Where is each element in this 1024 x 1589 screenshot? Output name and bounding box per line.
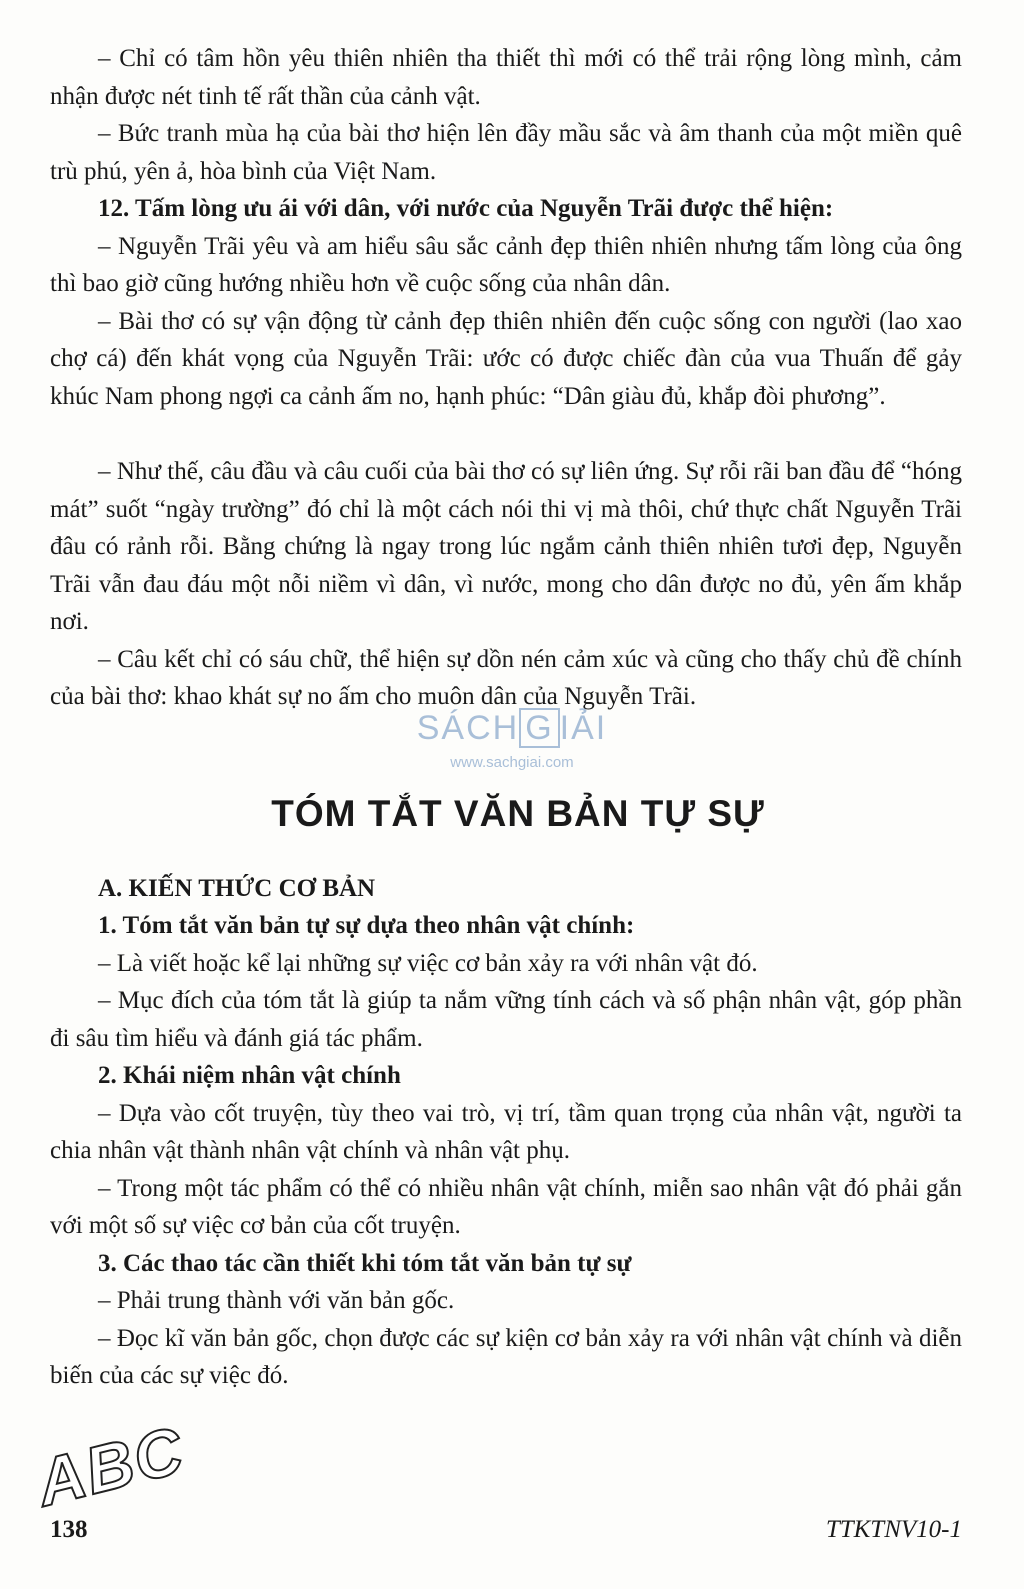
paragraph-poem-movement: – Bài thơ có sự vận động từ cảnh đẹp thiên nhiên đến cuộc sống con người (lao xao chợ cá) đến khát vọng của Nguyễn Trãi: ước có được chiếc đàn của vua Thuấn để gảy khúc Nam phong ngợi ca cảnh ấm no, hạnh phúc: “Dân giàu đủ, khắp đòi phương”. [50, 307, 962, 410]
watermark-logo-left: SÁCH [416, 708, 520, 747]
heading-sub-3: 3. Các thao tác cần thiết khi tóm tắt văn bản tự sự [98, 1249, 632, 1277]
watermark-logo-g: G [519, 708, 559, 748]
list-item: – Là viết hoặc kể lại những sự việc cơ bản xảy ra với nhân vật đó. [98, 949, 758, 977]
section-title: TÓM TẮT VĂN BẢN TỰ SỰ [271, 792, 765, 834]
watermark-logo-right: IẢI [559, 708, 608, 747]
title-gap [50, 840, 962, 870]
list-item: – Dựa vào cốt truyện, tùy theo vai trò, vị trí, tầm quan trọng của nhân vật, người ta chia nhân vật thành nhân vật chính và nhân vật phụ. [50, 1099, 962, 1164]
heading-sub-1: 1. Tóm tắt văn bản tự sự dựa theo nhân vật chính: [98, 912, 635, 939]
page-footer [50, 1510, 962, 1554]
paragraph-first-last-lines: – Như thế, câu đầu và câu cuối của bài thơ có sự liên ứng. Sự rỗi rãi ban đầu để “hóng mát” suốt “ngày trường” đó chỉ là một cách nói thi vị mà thôi, chứ thực chất Nguyễn Trãi đâu có rảnh rỗi. Bằng chứng là ngay trong lúc ngắm cảnh thiên nhiên tươi đẹp, Nguyễn Trãi vẫn đau đáu một nỗi niềm vì dân, vì nước, mong cho dân được no đủ, yên ấm khắp nơi. [50, 458, 962, 635]
list-item: – Mục đích của tóm tắt là giúp ta nắm vững tính cách và số phận nhân vật, góp phần đi sâu tìm hiểu và đánh giá tác phẩm. [50, 987, 962, 1052]
paragraph-soul-nature: – Chỉ có tâm hồn yêu thiên nhiên tha thiết thì mới có thể trải rộng lòng mình, cảm nhận được nét tinh tế rất thần của cảnh vật. [50, 45, 962, 110]
paragraph-closing-line: – Câu kết chỉ có sáu chữ, thể hiện sự dồn nén cảm xúc và cũng cho thấy chủ đề chính của bài thơ: khao khát sự no ấm cho muôn dân của Nguyễn Trãi. [50, 645, 962, 710]
heading-point-12: 12. Tấm lòng ưu ái với dân, với nước của Nguyễn Trãi được thể hiện: [98, 195, 834, 222]
list-item: – Đọc kĩ văn bản gốc, chọn được các sự kiện cơ bản xảy ra với nhân vật chính và diễn biến của các sự việc đó. [50, 1324, 962, 1389]
heading-sub-2: 2. Khái niệm nhân vật chính [98, 1062, 401, 1089]
page-content [50, 40, 962, 1395]
publisher-logo: ABC [29, 1412, 192, 1520]
watermark-logo [50, 708, 962, 748]
paragraph-nguyen-trai-love: – Nguyễn Trãi yêu và am hiểu sâu sắc cảnh đẹp thiên nhiên nhưng tấm lòng của ông thì bao giờ cũng hướng nhiều hơn về cuộc sống của nhân dân. [50, 232, 962, 297]
list-item: – Trong một tác phẩm có thể có nhiều nhân vật chính, miễn sao nhân vật đó phải gắn với một số sự việc cơ bản của cốt truyện. [50, 1174, 962, 1239]
paragraph-gap [50, 415, 962, 453]
watermark-url: www.sachgiai.com [450, 753, 574, 771]
watermark [50, 708, 962, 782]
page-number: 138 [50, 1516, 88, 1543]
list-item: – Phải trung thành với văn bản gốc. [98, 1287, 455, 1314]
paragraph-summer-picture: – Bức tranh mùa hạ của bài thơ hiện lên đầy mầu sắc và âm thanh của một miền quê trù phú, yên ả, hòa bình của Việt Nam. [50, 120, 962, 185]
heading-part-a: A. KIẾN THỨC CƠ BẢN [98, 874, 376, 902]
book-code: TTKTNV10-1 [825, 1516, 962, 1543]
